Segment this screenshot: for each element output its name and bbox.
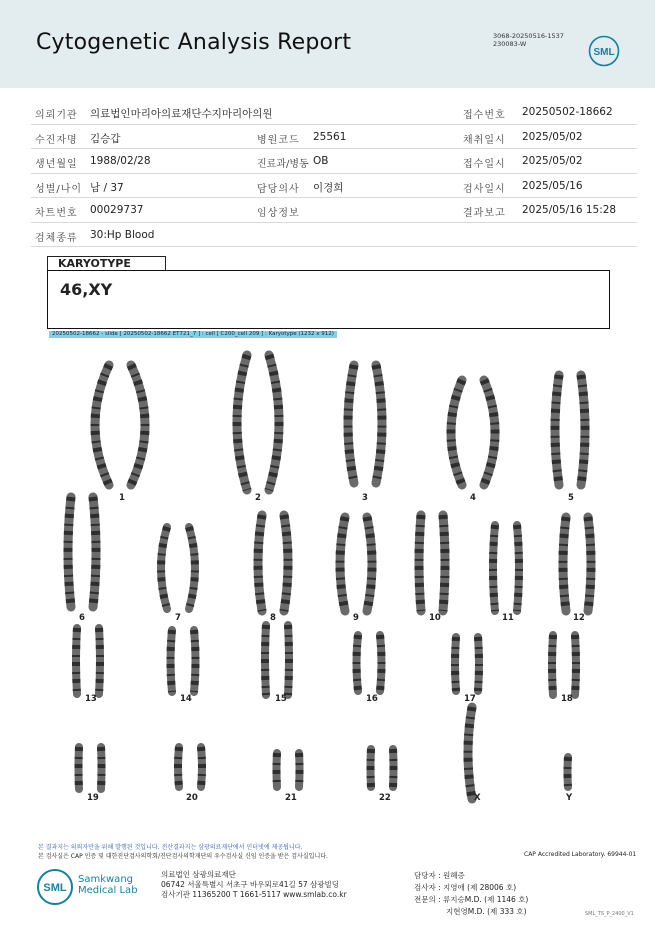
karyotype-result: 46,XY xyxy=(60,280,113,299)
chromosome xyxy=(568,757,569,787)
chromosome-bands xyxy=(95,365,109,485)
footer-note-1: 본 결과지는 의뢰자만을 위해 발행된 것입니다. 전산결과지는 삼광의료재단에서 인터넷에 제공됩니다. xyxy=(38,844,303,851)
chromosome-label: 13 xyxy=(85,694,97,704)
cap-accreditation: CAP Accredited Laboratory. 69944-01 xyxy=(524,851,637,858)
report-date-value: 2025/05/16 15:28 xyxy=(522,204,617,216)
test-date-label: 검사일시 xyxy=(463,183,506,195)
lab-address-line2: 06742 서울특별시 서초구 바우뫼로41길 57 삼광빌딩 xyxy=(161,880,340,889)
chromosome xyxy=(93,497,96,607)
specimen-label: 검체종류 xyxy=(35,232,78,244)
birth-date-value: 1988/02/28 xyxy=(90,155,151,167)
requesting-institution-value: 의료법인마리아의료재단수지마리아의원 xyxy=(90,108,273,120)
birth-date-label: 생년월일 xyxy=(35,159,78,170)
info-row xyxy=(31,125,637,150)
staff-line4: 지현영M.D. (제 333 호) xyxy=(446,907,527,916)
karyogram-image xyxy=(40,345,615,810)
requesting-institution-label: 의뢰기관 xyxy=(35,110,78,121)
chromosome xyxy=(443,515,445,611)
staff-block xyxy=(414,870,528,918)
info-row xyxy=(31,174,637,199)
receipt-number-label: 접수번호 xyxy=(463,110,506,121)
chromosome-label: 19 xyxy=(87,793,99,803)
department-label: 진료과/병동 xyxy=(257,159,309,170)
chromosome-label: Y xyxy=(566,793,573,803)
chromosome-label: 20 xyxy=(186,793,198,803)
chromosome-label: 15 xyxy=(275,694,287,704)
chromosome-label: 1 xyxy=(119,493,125,503)
chromosome-label: 8 xyxy=(270,613,276,623)
chromosome-label: 18 xyxy=(561,694,573,704)
chromosome xyxy=(555,375,559,485)
receipt-number-value: 20250502-18662 xyxy=(522,106,613,118)
chromosome-label: 7 xyxy=(175,613,181,623)
chromosome xyxy=(99,628,100,694)
chromosome-label: 21 xyxy=(285,793,297,803)
chromosome xyxy=(284,515,288,611)
info-row xyxy=(31,198,637,223)
chromosome xyxy=(340,517,345,611)
report-id-block xyxy=(493,32,564,48)
chromosome xyxy=(493,525,495,611)
chromosome xyxy=(581,375,585,485)
chromosome-label: 2 xyxy=(255,493,261,503)
lab-name xyxy=(78,874,138,896)
collection-date-value: 2025/05/02 xyxy=(522,130,583,143)
lab-address xyxy=(161,870,347,900)
chromosome xyxy=(419,515,421,611)
report-header xyxy=(0,0,655,88)
chromosome xyxy=(68,497,71,607)
patient-info-table xyxy=(31,100,637,247)
chromosome-label: 16 xyxy=(366,694,378,704)
lab-name-line2: Medical Lab xyxy=(78,885,138,896)
chromosome-bands xyxy=(131,365,145,485)
chromosome-label: 5 xyxy=(568,493,574,503)
lab-address-line1: 의료법인 삼광의료재단 xyxy=(161,870,236,879)
chromosome-label: 11 xyxy=(502,613,514,623)
chromosome-label: X xyxy=(474,793,481,803)
karyogram-caption: 20250502-18662 - slide [ 20250502-18662 ET721_7 ] : cell [ C200_cell 209 ] : Karyotype (1232 x 912) xyxy=(49,331,337,338)
chart-number-label: 차트번호 xyxy=(35,208,78,219)
report-title: Cytogenetic Analysis Report xyxy=(36,30,352,55)
clinical-info-label: 임상정보 xyxy=(257,208,300,219)
patient-name-label: 수진자명 xyxy=(35,134,78,146)
info-row xyxy=(31,223,637,248)
document-code: SML_TS_P_2400_V1 xyxy=(585,911,634,917)
collection-date-label: 채취일시 xyxy=(463,134,506,146)
chromosome-label: 17 xyxy=(464,694,476,704)
report-date-label: 결과보고 xyxy=(463,208,506,219)
ward-code-value: 25561 xyxy=(313,130,347,143)
sml-logo-text: SML xyxy=(593,47,615,58)
staff-line2: 검사자 : 지영애 (제 28006 호) xyxy=(414,883,517,892)
karyotype-heading: KARYOTYPE xyxy=(47,256,166,270)
chromosome-label: 3 xyxy=(362,493,368,503)
receipt-date-label: 접수일시 xyxy=(463,159,506,170)
staff-line1: 담당자 : 원혜증 xyxy=(414,871,465,880)
footer-note-2: 본 검사실은 CAP 인증 및 대한진단검사의학회/진단검사의학재단의 우수검사실 신임 인증을 받은 검사실입니다. xyxy=(38,853,328,860)
lab-name-line1: Samkwang xyxy=(78,874,133,885)
chromosome xyxy=(367,517,372,611)
patient-name-value: 김승갑 xyxy=(90,132,121,145)
report-id-line1: 3068-20250516-1537 xyxy=(493,32,564,40)
chart-number-value: 00029737 xyxy=(90,204,144,216)
ward-code-label: 병원코드 xyxy=(257,134,300,146)
test-date-value: 2025/05/16 xyxy=(522,179,583,192)
specimen-value: 30:Hp Blood xyxy=(90,228,155,241)
chromosome xyxy=(76,628,77,694)
chromosome-label: 4 xyxy=(470,493,476,503)
sml-logo-icon xyxy=(588,35,620,67)
chromosome-label: 6 xyxy=(79,613,85,623)
info-row xyxy=(31,149,637,174)
karyotype-result-box xyxy=(47,270,610,329)
physician-value: 이경희 xyxy=(313,181,344,194)
chromosome-label: 10 xyxy=(429,613,441,623)
samkwang-logo-icon xyxy=(36,868,74,906)
sex-age-label: 성별/나이 xyxy=(35,183,83,195)
chromosome xyxy=(517,525,519,611)
info-row xyxy=(31,100,637,125)
department-value: OB xyxy=(313,155,329,167)
samkwang-logo-text: SML xyxy=(43,882,67,894)
physician-label: 담당의사 xyxy=(257,183,300,195)
lab-address-line3: 검사기관 11365200 T 1661-5117 www.smlab.co.kr xyxy=(161,890,347,899)
chromosome-label: 12 xyxy=(573,613,585,623)
report-id-line2: 230083-W xyxy=(493,40,527,48)
chromosome xyxy=(258,515,262,611)
chromosome-label: 22 xyxy=(379,793,391,803)
chromosome-label: 14 xyxy=(180,694,192,704)
karyogram-chromosomes xyxy=(40,345,615,810)
staff-line3: 전문의 : 류지승M.D. (제 1146 호) xyxy=(414,895,529,904)
chromosome-label: 9 xyxy=(353,613,359,623)
sex-age-value: 남 / 37 xyxy=(90,181,124,194)
receipt-date-value: 2025/05/02 xyxy=(522,155,583,167)
